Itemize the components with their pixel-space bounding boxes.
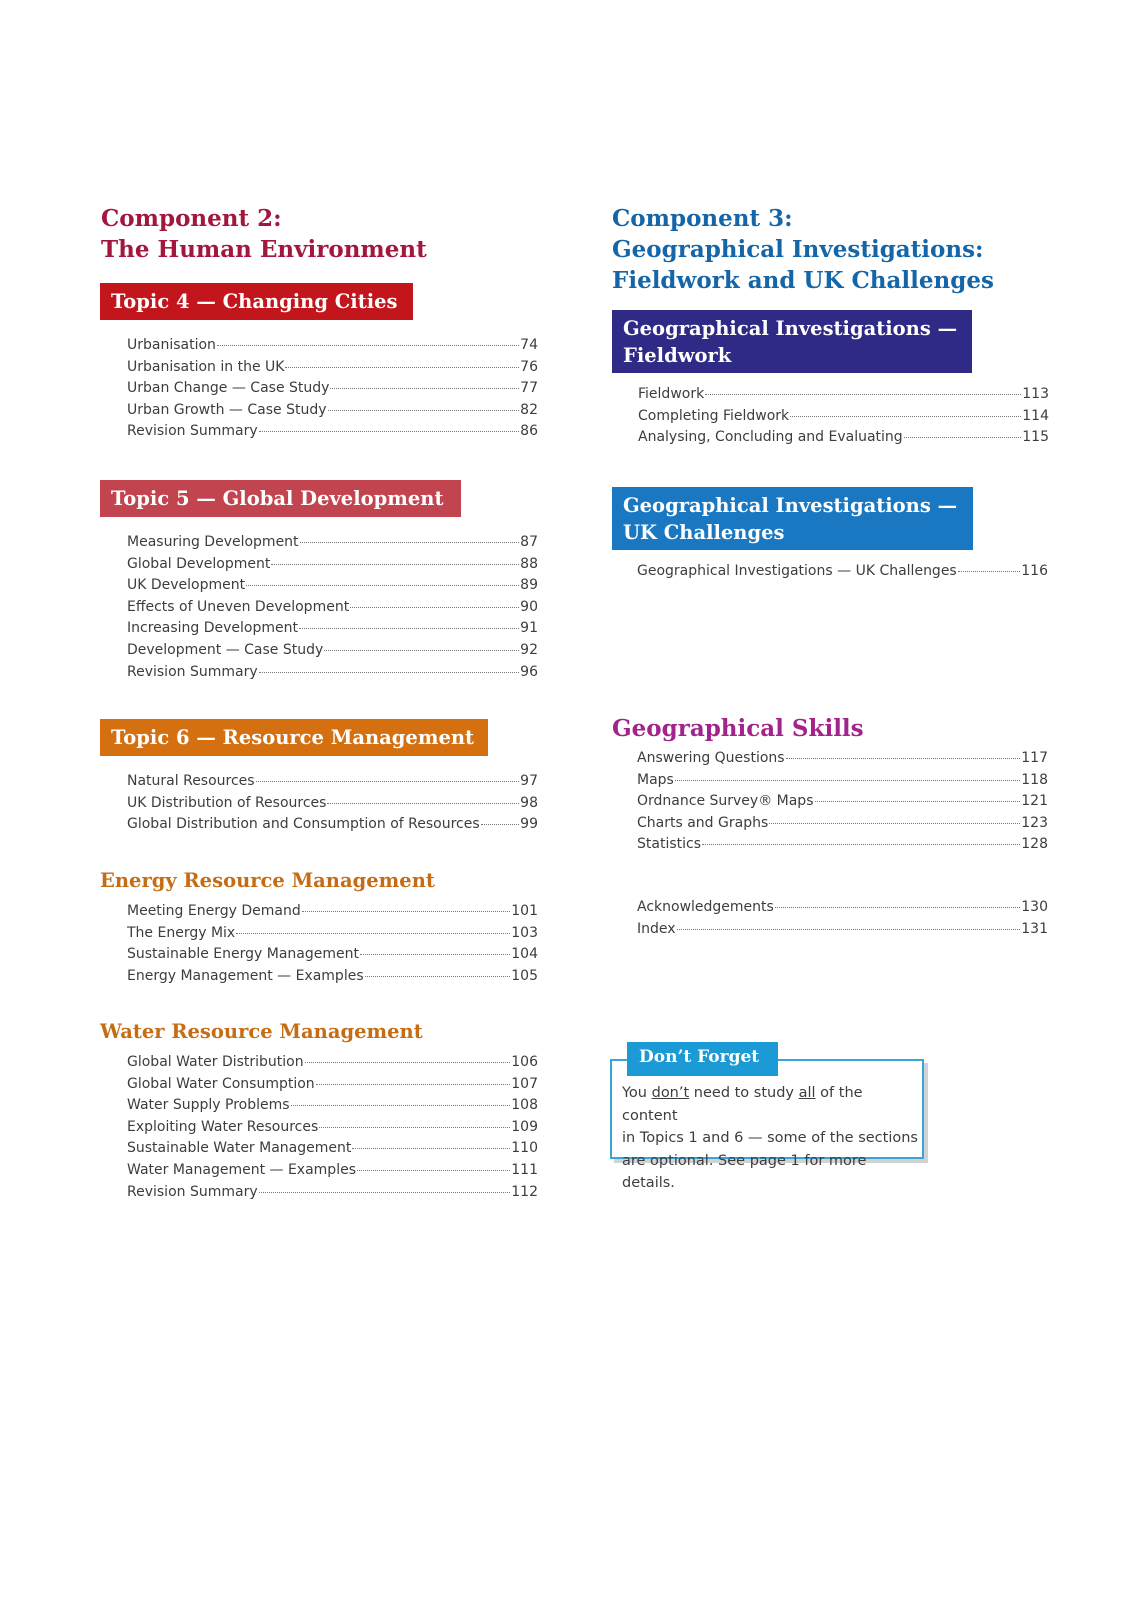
toc-entry	[127, 1119, 538, 1141]
toc-entry-title: Natural Resources	[127, 773, 255, 789]
toc-entry-page: 106	[511, 1054, 538, 1070]
toc-dot-leader	[319, 1127, 510, 1128]
note-text-all: all	[798, 1085, 816, 1101]
topic-6-heading	[100, 719, 488, 756]
toc-entry-page: 118	[1021, 771, 1048, 788]
back-matter-entries	[637, 899, 1048, 942]
toc-entry-title: Urban Growth — Case Study	[127, 401, 327, 418]
toc-entry	[637, 899, 1048, 921]
toc-dot-leader	[285, 367, 519, 368]
toc-entry	[127, 1184, 538, 1206]
toc-entry-page: 89	[520, 577, 538, 594]
toc-dot-leader	[350, 607, 519, 608]
toc-entry	[127, 402, 538, 424]
toc-dot-leader	[300, 542, 520, 543]
toc-entry	[637, 793, 1048, 815]
toc-entry	[127, 599, 538, 621]
component-2-title-line2: The Human Environment	[101, 236, 427, 263]
toc-entry	[637, 921, 1048, 943]
toc-entry	[637, 750, 1048, 772]
toc-entry-page: 87	[520, 534, 538, 550]
toc-entry-title: Meeting Energy Demand	[127, 903, 301, 919]
note-line-1	[622, 1082, 918, 1127]
topic-5-heading	[100, 480, 461, 517]
toc-dot-leader	[259, 431, 520, 432]
toc-entry-title: The Energy Mix	[127, 924, 236, 941]
toc-dot-leader	[702, 844, 1020, 845]
toc-entry-page: 107	[511, 1075, 538, 1092]
toc-entry-page: 115	[1022, 429, 1049, 446]
toc-entry	[127, 664, 538, 686]
toc-dot-leader	[904, 437, 1022, 438]
topic-6-heading-label: Topic 6 — Resource Management	[111, 726, 475, 749]
toc-dot-leader	[675, 780, 1020, 781]
topic-5-entries	[127, 534, 538, 685]
toc-entry	[127, 773, 538, 795]
note-text-c: of the content	[622, 1085, 863, 1124]
toc-entry-title: Charts and Graphs	[637, 814, 769, 831]
toc-entry-title: Urbanisation in the UK	[127, 358, 285, 375]
topic-4-entries	[127, 337, 538, 445]
toc-dot-leader	[316, 1084, 511, 1085]
toc-entry	[127, 359, 538, 381]
toc-entry-page: 112	[511, 1183, 538, 1200]
toc-entry-title: Statistics	[637, 836, 701, 853]
toc-entry-page: 96	[520, 663, 538, 680]
toc-entry	[127, 946, 538, 968]
toc-entry-title: Revision Summary	[127, 663, 258, 680]
toc-entry-page: 98	[520, 794, 538, 811]
dont-forget-tab: Don’t Forget	[627, 1042, 778, 1076]
toc-dot-leader	[302, 911, 511, 912]
toc-entry-page: 117	[1021, 750, 1048, 766]
toc-dot-leader	[481, 824, 520, 825]
toc-entry-page: 116	[1021, 563, 1048, 579]
toc-entry-page: 76	[520, 358, 538, 375]
toc-entry-page: 101	[511, 903, 538, 919]
toc-entry	[637, 772, 1048, 794]
toc-dot-leader	[352, 1148, 510, 1149]
toc-dot-leader	[259, 1192, 511, 1193]
toc-entry-title: Water Supply Problems	[127, 1097, 290, 1114]
toc-entry-title: Global Water Consumption	[127, 1075, 315, 1092]
toc-entry-page: 114	[1022, 407, 1049, 424]
toc-entry-page: 111	[511, 1161, 538, 1178]
toc-entry	[127, 1076, 538, 1098]
toc-dot-leader	[365, 976, 511, 977]
component-3-title	[612, 203, 994, 296]
toc-entry-page: 86	[520, 423, 538, 440]
toc-entry-title: Urban Change — Case Study	[127, 380, 330, 397]
toc-entry	[127, 795, 538, 817]
note-text-b: need to study	[689, 1085, 799, 1101]
fieldwork-heading-line2: Fieldwork	[623, 344, 732, 367]
toc-dot-leader	[246, 585, 519, 586]
toc-dot-leader	[705, 394, 1021, 395]
toc-entry-page: 90	[520, 598, 538, 615]
toc-entry-title: Sustainable Energy Management	[127, 946, 359, 963]
toc-entry	[637, 563, 1048, 585]
toc-entry	[127, 1162, 538, 1184]
toc-entry-page: 91	[520, 620, 538, 637]
toc-entry-title: Development — Case Study	[127, 641, 324, 658]
toc-entry	[638, 408, 1049, 430]
toc-dot-leader	[958, 571, 1021, 572]
toc-entry	[127, 556, 538, 578]
energy-entries	[127, 903, 538, 989]
toc-entry-page: 74	[520, 337, 538, 353]
toc-entry-title: Global Water Distribution	[127, 1054, 304, 1070]
component-2-title-line1: Component 2:	[101, 205, 282, 232]
toc-entry-title: UK Distribution of Resources	[127, 794, 327, 811]
toc-entry-title: Exploiting Water Resources	[127, 1118, 319, 1135]
toc-entry-title: Global Distribution and Consumption of Resources	[127, 816, 480, 833]
fieldwork-heading	[612, 310, 972, 373]
toc-entry	[127, 642, 538, 664]
note-text-a: You	[622, 1085, 652, 1101]
toc-entry-title: UK Development	[127, 577, 246, 594]
toc-entry	[127, 620, 538, 642]
toc-entry	[127, 337, 538, 359]
toc-dot-leader	[259, 672, 520, 673]
water-entries	[127, 1054, 538, 1205]
toc-entry-page: 128	[1021, 836, 1048, 853]
toc-entry	[638, 429, 1049, 451]
toc-entry-title: Energy Management — Examples	[127, 967, 364, 984]
toc-dot-leader	[236, 933, 510, 934]
toc-dot-leader	[769, 823, 1020, 824]
toc-entry	[638, 386, 1049, 408]
component-3-title-line1: Component 3:	[612, 205, 793, 232]
toc-entry-title: Index	[637, 920, 676, 937]
note-line-3: are optional. See page 1 for more details.	[622, 1152, 867, 1191]
toc-entry-page: 88	[520, 555, 538, 572]
toc-dot-leader	[815, 801, 1021, 802]
component-3-title-line3: Fieldwork and UK Challenges	[612, 267, 994, 294]
toc-dot-leader	[305, 1062, 511, 1063]
toc-dot-leader	[299, 628, 519, 629]
toc-entry-title: Urbanisation	[127, 337, 216, 353]
toc-dot-leader	[677, 929, 1021, 930]
fieldwork-heading-line1: Geographical Investigations —	[623, 317, 958, 340]
toc-entry-page: 109	[511, 1118, 538, 1135]
toc-dot-leader	[330, 388, 519, 389]
toc-entry-title: Effects of Uneven Development	[127, 598, 350, 615]
toc-entry	[637, 836, 1048, 858]
toc-entry-page: 105	[511, 967, 538, 984]
toc-entry-page: 77	[520, 380, 538, 397]
toc-dot-leader	[790, 416, 1021, 417]
toc-entry-title: Water Management — Examples	[127, 1161, 356, 1178]
toc-entry	[127, 816, 538, 838]
toc-entry-title: Geographical Investigations — UK Challenges	[637, 563, 957, 579]
toc-entry-title: Global Development	[127, 555, 271, 572]
component-3-title-line2: Geographical Investigations:	[612, 236, 984, 263]
toc-entry-page: 108	[511, 1097, 538, 1114]
toc-entry	[127, 1097, 538, 1119]
toc-entry-page: 131	[1021, 920, 1048, 937]
toc-entry-page: 82	[520, 401, 538, 418]
toc-entry-page: 104	[511, 946, 538, 963]
toc-entry-page: 121	[1021, 793, 1048, 810]
toc-entry	[127, 1054, 538, 1076]
toc-entry-title: Revision Summary	[127, 423, 258, 440]
toc-dot-leader	[256, 781, 520, 782]
toc-dot-leader	[357, 1170, 510, 1171]
toc-entry	[127, 423, 538, 445]
topic-6-entries	[127, 773, 538, 838]
toc-entry	[127, 903, 538, 925]
toc-entry-page: 97	[520, 773, 538, 789]
toc-entry-page: 130	[1021, 899, 1048, 915]
toc-entry-title: Sustainable Water Management	[127, 1140, 352, 1157]
toc-entry-title: Fieldwork	[638, 386, 705, 402]
toc-entry-title: Ordnance Survey® Maps	[637, 793, 814, 810]
skills-entries	[637, 750, 1048, 858]
toc-entry	[127, 380, 538, 402]
note-text-dont: don’t	[651, 1085, 690, 1101]
toc-dot-leader	[271, 564, 519, 565]
skills-heading: Geographical Skills	[612, 715, 864, 742]
toc-entry	[127, 925, 538, 947]
component-2-title	[101, 203, 427, 265]
toc-entry	[127, 534, 538, 556]
toc-dot-leader	[360, 954, 510, 955]
uk-challenges-heading-line1: Geographical Investigations —	[623, 494, 958, 517]
toc-entry-title: Revision Summary	[127, 1183, 258, 1200]
toc-dot-leader	[775, 907, 1020, 908]
toc-entry	[637, 815, 1048, 837]
uk-challenges-heading	[612, 487, 973, 550]
topic-4-heading-label: Topic 4 — Changing Cities	[111, 290, 398, 313]
toc-dot-leader	[324, 650, 519, 651]
toc-entry-page: 123	[1021, 814, 1048, 831]
toc-dot-leader	[786, 758, 1021, 759]
energy-heading: Energy Resource Management	[100, 869, 435, 892]
toc-entry-page: 113	[1022, 386, 1049, 402]
toc-entry-page: 92	[520, 641, 538, 658]
toc-dot-leader	[291, 1105, 511, 1106]
fieldwork-entries	[638, 386, 1049, 451]
toc-entry-title: Increasing Development	[127, 620, 298, 637]
uk-challenges-heading-line2: UK Challenges	[623, 521, 785, 544]
toc-entry-title: Answering Questions	[637, 750, 785, 766]
toc-entry-page: 110	[511, 1140, 538, 1157]
toc-entry-title: Completing Fieldwork	[638, 407, 790, 424]
toc-dot-leader	[327, 803, 519, 804]
toc-dot-leader	[217, 345, 519, 346]
toc-entry-page: 99	[520, 816, 538, 833]
toc-entry	[127, 968, 538, 990]
toc-entry	[127, 1140, 538, 1162]
uk-challenges-entries	[637, 563, 1048, 585]
toc-entry-page: 103	[511, 924, 538, 941]
note-line-2: in Topics 1 and 6 — some of the sections	[622, 1130, 918, 1146]
toc-entry-title: Maps	[637, 771, 674, 788]
water-heading: Water Resource Management	[100, 1020, 423, 1043]
toc-entry-title: Measuring Development	[127, 534, 299, 550]
toc-dot-leader	[328, 410, 520, 411]
topic-5-heading-label: Topic 5 — Global Development	[111, 487, 444, 510]
toc-entry-title: Analysing, Concluding and Evaluating	[638, 429, 903, 446]
toc-entry-title: Acknowledgements	[637, 899, 774, 915]
dont-forget-text	[622, 1082, 918, 1195]
topic-4-heading	[100, 283, 413, 320]
toc-entry	[127, 577, 538, 599]
